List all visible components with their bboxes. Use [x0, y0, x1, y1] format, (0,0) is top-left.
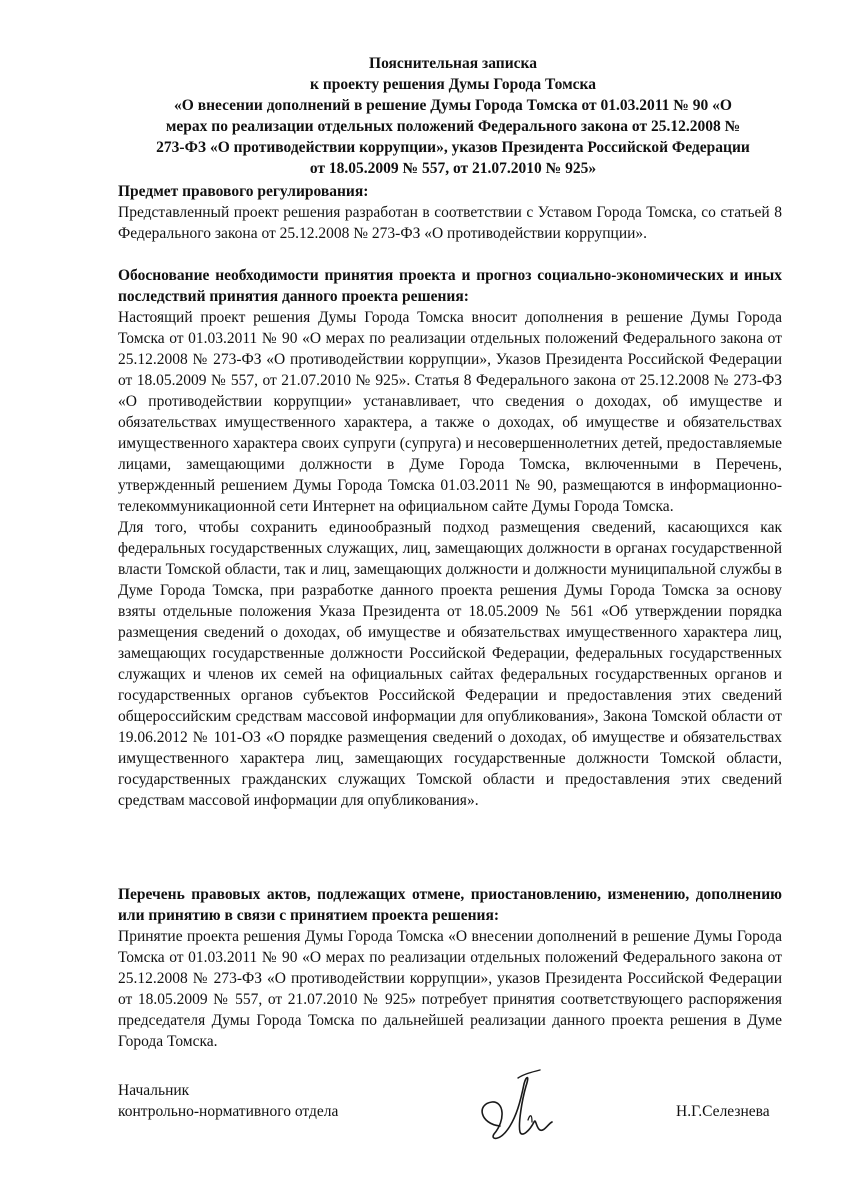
signatory-position	[118, 1080, 338, 1122]
title-line: Пояснительная записка	[369, 55, 537, 72]
section-legal-acts	[118, 884, 782, 1052]
signatory-name: Н.Г.Селезнева	[676, 1103, 770, 1120]
signatory-position-line: контрольно-нормативного отдела	[118, 1103, 339, 1120]
section-paragraph: Представленный проект решения разработан в соответствии с Уставом Города Томска, со статьей 8 Федерального закона от 25.12.2008 № 273-ФЗ «О противодействии коррупции».	[118, 204, 782, 242]
title-line: «О внесении дополнений в решение Думы Города Томска от 01.03.2011 № 90 «О	[174, 97, 732, 114]
section-paragraph: Для того, чтобы сохранить единообразный подход размещения сведений, касающихся как федеральных государственных служащих, лиц, замещающих должности в органах государственной власти Томской области, так и лиц, замещающих должности и должности муниципальной службы в Думе Города Томска, при разработке данного проекта решения Думы Города Томска за основу взяты отдельные положения Указа Президента от 18.05.2009 № 561 «Об утверждении порядка размещения сведений о доходах, об имуществе и обязательствах имущественного характера лиц, замещающих государственные должности Российской Федерации, федеральных государственных служащих и членов их семей на официальных сайтах федеральных государственных органов и государственных органов субъектов Российской Федерации и предоставления этих сведений общероссийским средствам массовой информации для опубликования», Закона Томской области от 19.06.2012 № 101-ОЗ «О порядке размещения сведений о доходах, об имуществе и обязательствах имущественного характера лиц, замещающих государственные должности Томской области, государственных гражданских служащих Томской области и предоставления этих сведений средствам массовой информации для опубликования».	[118, 519, 782, 809]
section-justification	[118, 265, 782, 811]
title-line: к проекту решения Думы Города Томска	[310, 76, 596, 93]
section-regulation-subject	[118, 181, 782, 244]
section-heading: Перечень правовых актов, подлежащих отмене, приостановлению, изменению, дополнению или принятию в связи с принятием проекта решения:	[118, 886, 782, 924]
signatory-position-line: Начальник	[118, 1082, 190, 1099]
section-heading: Обоснование необходимости принятия проекта и прогноз социально-экономических и иных последствий принятия данного проекта решения:	[118, 267, 782, 305]
section-paragraph: Настоящий проект решения Думы Города Томска вносит дополнения в решение Думы Города Томска от 01.03.2011 № 90 «О мерах по реализации отдельных положений Федерального закона от 25.12.2008 № 273-ФЗ «О противодействии коррупции», Указов Президента Российской Федерации от 18.05.2009 № 557, от 21.07.2010 № 925». Статья 8 Федерального закона от 25.12.2008 № 273-ФЗ «О противодействии коррупции» устанавливает, что сведения о доходах, об имуществе и обязательствах имущественного характера, а также о доходах, об имуществе и обязательствах имущественного характера своих супруги (супруга) и несовершеннолетних детей, предоставляемые лицами, замещающими должности в Думе Города Томска, включенными в Перечень, утвержденный решением Думы Города Томска 01.03.2011 № 90, размещаются в информационно-телекоммуникационной сети Интернет на официальном сайте Думы Города Томска.	[118, 309, 782, 515]
handwritten-signature	[470, 1064, 560, 1154]
section-heading: Предмет правового регулирования:	[118, 183, 369, 200]
document-title	[118, 53, 788, 179]
title-line: 273-ФЗ «О противодействии коррупции», указов Президента Российской Федерации	[156, 139, 750, 156]
section-paragraph: Принятие проекта решения Думы Города Томска «О внесении дополнений в решение Думы Города Томска от 01.03.2011 № 90 «О мерах по реализации отдельных положений Федерального закона от 25.12.2008 № 273-ФЗ «О противодействии коррупции», указов Президента Российской Федерации от 18.05.2009 № 557, от 21.07.2010 № 925» потребует принятия соответствующего распоряжения председателя Думы Города Томска по дальнейшей реализации данного проекта решения в Думе Города Томска.	[118, 928, 782, 1050]
title-line: от 18.05.2009 № 557, от 21.07.2010 № 925»	[309, 160, 597, 177]
title-line: мерах по реализации отдельных положений Федерального закона от 25.12.2008 №	[165, 118, 741, 135]
